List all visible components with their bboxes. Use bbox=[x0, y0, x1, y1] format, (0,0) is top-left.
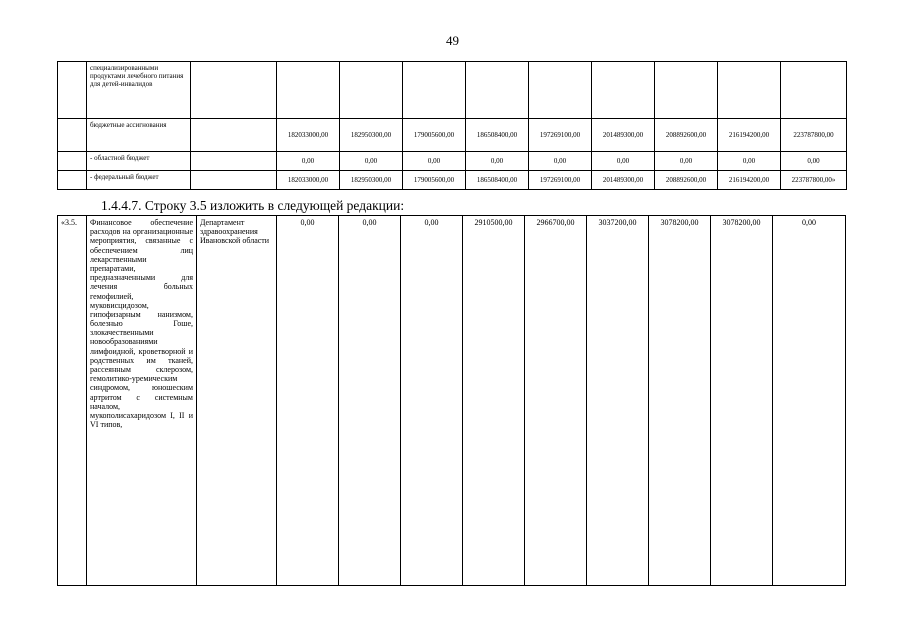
row-number: «3.5. bbox=[58, 216, 87, 586]
table-cell: 0,00 bbox=[466, 152, 529, 171]
table-cell bbox=[191, 62, 277, 119]
table-cell: 186508400,00 bbox=[466, 171, 529, 190]
row-executor: Департамент здравоохранения Ивановской области bbox=[197, 216, 277, 586]
table-row bbox=[58, 216, 846, 586]
table-row bbox=[58, 171, 847, 190]
table-cell: 197269100,00 bbox=[529, 171, 592, 190]
table-cell: 0,00 bbox=[401, 216, 463, 586]
table-cell: 2966700,00 bbox=[525, 216, 587, 586]
table-cell bbox=[403, 62, 466, 119]
table-cell: 208892600,00 bbox=[655, 171, 718, 190]
table-cell bbox=[466, 62, 529, 119]
table-row bbox=[58, 119, 847, 152]
table-cell bbox=[592, 62, 655, 119]
table-cell bbox=[58, 171, 87, 190]
row-label: - областной бюджет bbox=[87, 152, 191, 171]
table-cell: 179005600,00 bbox=[403, 171, 466, 190]
table-cell: 0,00 bbox=[339, 216, 401, 586]
table-cell bbox=[58, 119, 87, 152]
table-cell bbox=[529, 62, 592, 119]
table-cell bbox=[191, 119, 277, 152]
table-cell: 201489300,00 bbox=[592, 171, 655, 190]
table-cell: 223787800,00 bbox=[781, 119, 847, 152]
table-row bbox=[58, 62, 847, 119]
table-cell: 3078200,00 bbox=[711, 216, 773, 586]
table-cell bbox=[340, 62, 403, 119]
table-cell bbox=[718, 62, 781, 119]
row-label: - федеральный бюджет bbox=[87, 171, 191, 190]
table-cell bbox=[58, 152, 87, 171]
table-cell bbox=[58, 62, 87, 119]
table-cell bbox=[191, 152, 277, 171]
table-cell: 0,00 bbox=[277, 216, 339, 586]
table-cell: 0,00 bbox=[529, 152, 592, 171]
table-cell: 216194200,00 bbox=[718, 171, 781, 190]
table-cell: 182950300,00 bbox=[340, 171, 403, 190]
table-cell: 186508400,00 bbox=[466, 119, 529, 152]
table-cell: 0,00 bbox=[718, 152, 781, 171]
table-cell bbox=[655, 62, 718, 119]
table-cell: 223787800,00» bbox=[781, 171, 847, 190]
row-description: Финансовое обеспечение расходов на организационные мероприятия, связанные с обеспечением лиц лекарственными препаратами, предназначенными для лечения больных гемофилией, муковисцидозом, гипофизарным нанизмом, болезнью Гоше, злокачественными новообразованиями лимфоидной, кроветворной и родственных им тканей, рассеянным склерозом, гемолитико-уремическим синдромом, юношеским артритом с системным началом, мукополисахаридозом I, II и VI типов, bbox=[87, 216, 197, 586]
table-cell: 0,00 bbox=[781, 152, 847, 171]
table-cell bbox=[781, 62, 847, 119]
table-cell: 0,00 bbox=[655, 152, 718, 171]
amendment-table bbox=[57, 215, 846, 586]
table-cell: 0,00 bbox=[277, 152, 340, 171]
table-cell: 201489300,00 bbox=[592, 119, 655, 152]
table-cell: 0,00 bbox=[403, 152, 466, 171]
table-cell: 208892600,00 bbox=[655, 119, 718, 152]
table-cell: 0,00 bbox=[773, 216, 846, 586]
table-cell: 182033000,00 bbox=[277, 171, 340, 190]
table-cell: 3037200,00 bbox=[587, 216, 649, 586]
table-cell: 197269100,00 bbox=[529, 119, 592, 152]
section-heading: 1.4.4.7. Строку 3.5 изложить в следующей редакции: bbox=[101, 198, 405, 213]
table-cell: 216194200,00 bbox=[718, 119, 781, 152]
table-cell: 3078200,00 bbox=[649, 216, 711, 586]
table-cell bbox=[191, 171, 277, 190]
page-number: 49 bbox=[446, 33, 459, 48]
table-cell: 182950300,00 bbox=[340, 119, 403, 152]
table-cell: 0,00 bbox=[592, 152, 655, 171]
table-cell: 179005600,00 bbox=[403, 119, 466, 152]
row-label: бюджетные ассигнования bbox=[87, 119, 191, 152]
table-cell: 2910500,00 bbox=[463, 216, 525, 586]
table-row bbox=[58, 152, 847, 171]
table-cell: 0,00 bbox=[340, 152, 403, 171]
table-cell bbox=[277, 62, 340, 119]
budget-table bbox=[57, 61, 847, 190]
table-cell: 182033000,00 bbox=[277, 119, 340, 152]
row-label: специализированными продуктами лечебного питания для детей-инвалидов bbox=[87, 62, 191, 119]
